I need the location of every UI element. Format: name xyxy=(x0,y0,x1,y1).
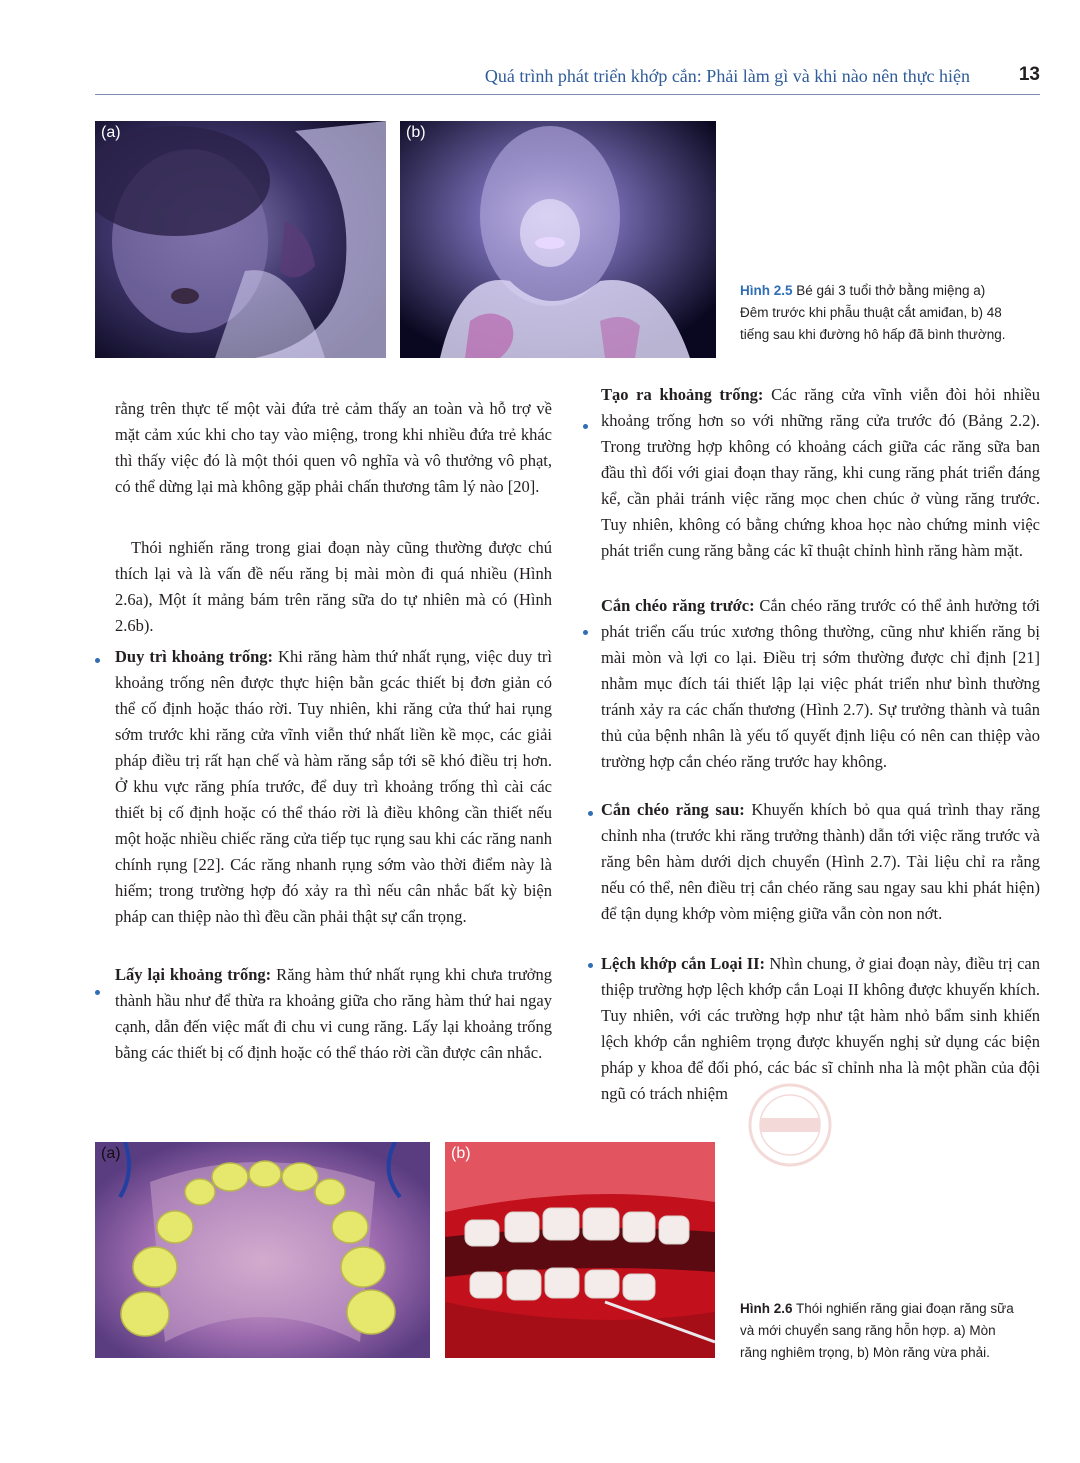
worn-front-teeth-image xyxy=(445,1142,715,1358)
panel-label-b: (b) xyxy=(451,1145,471,1162)
paragraph-thumb-sucking: rằng trên thực tế một vài đứa trẻ cảm thấy an toàn và hỗ trợ về mặt cảm xúc khi cho tay vào miệng, trong khi nhiều đứa trẻ khác thì thấy việc đó là một thói quen vô nghĩa và vô thưởng vô phạt, có thể dừng lại mà không gặp phải chấn thương tâm lý nào [20]. xyxy=(115,399,552,496)
worn-upper-teeth-image xyxy=(95,1142,430,1358)
figure-2-6-caption-text: Thói nghiến răng giai đoạn răng sữa và mới chuyển sang răng hỗn hợp. a) Mòn răng nghiêm trọng, b) Mòn răng vừa phải. xyxy=(740,1301,1014,1360)
bullet-heading: Tạo ra khoảng trống: xyxy=(601,385,764,404)
figure-2-6-caption xyxy=(740,1298,1020,1364)
watermark-stamp xyxy=(745,1080,835,1170)
bullet-anterior-crossbite xyxy=(601,593,1040,775)
bullet-posterior-crossbite xyxy=(601,797,1040,927)
sleeping-child-image xyxy=(95,121,386,358)
bullet-text: Khuyến khích bỏ qua quá trình thay răng chỉnh nha (trước khi răng trưởng thành) dẫn tới việc răng trước và răng bên hàm dưới dịch chuyển (Hình 2.7). Tài liệu chỉ ra rằng nếu có thể, nên điều trị cắn chéo răng sau ngay sau khi phát hiện) để tận dụng khớp vòm miệng giữa vẫn còn non nớt. xyxy=(601,800,1040,923)
figure-2-6a-photo xyxy=(95,1142,430,1358)
bullet-space-maintenance xyxy=(115,644,552,930)
bullet-dot xyxy=(588,811,593,816)
bullet-space-creation xyxy=(601,382,1040,564)
sleeping-child-after-image xyxy=(400,121,716,358)
running-header xyxy=(95,58,1040,95)
figure-2-5-caption xyxy=(740,280,1010,346)
bullet-dot xyxy=(95,658,100,663)
figure-2-6b-photo xyxy=(445,1142,715,1358)
bullet-dot xyxy=(588,963,593,968)
figure-2-5b-photo xyxy=(400,121,716,358)
figure-2-5-label: Hình 2.5 xyxy=(740,283,793,298)
header-title: Quá trình phát triển khớp cắn: Phải làm gì và khi nào nên thực hiện xyxy=(484,66,970,86)
bullet-heading: Lệch khớp cắn Loại II: xyxy=(601,954,766,973)
bullet-heading: Cắn chéo răng trước: xyxy=(601,596,755,615)
paragraph-bruxism xyxy=(115,535,552,639)
bullet-text: Nhìn chung, ở giai đoạn này, điều trị can thiệp trường hợp lệch khớp cắn Loại II không được khuyến khích. Tuy nhiên, với các trường hợp như tật hàm nhỏ bẩm sinh khiến lệch khớp cắn nghiêm trọng được khuyến nghị sử dụng các biện pháp y khoa để đối phó, các bác sĩ chỉnh nha là một phần của đội ngũ có trách nhiệm xyxy=(601,954,1041,1103)
bullet-space-regaining xyxy=(115,962,552,1066)
bullet-heading: Duy trì khoảng trống: xyxy=(115,647,274,666)
bullet-heading: Cắn chéo răng sau: xyxy=(601,800,745,819)
bullet-dot xyxy=(583,630,588,635)
page-number: 13 xyxy=(1018,64,1040,85)
paragraph-bruxism-text: Thói nghiến răng trong giai đoạn này cũng thường được chú thích lại và là vấn đề nếu răng bị mài mòn đi quá nhiều (Hình 2.6a), Một ít mảng bám trên răng sữa do tự nhiên mà có (Hình 2.6b). xyxy=(115,538,552,635)
figure-2-6-label: Hình 2.6 xyxy=(740,1301,793,1316)
bullet-text: Khi răng hàm thứ nhất rụng, việc duy trì khoảng trống nên được thực hiện bằn gcác thiết bị đơn giản có thể cố định hoặc tháo rời. Tuy nhiên, khi răng cửa thứ hai rụng sớm trước khi răng cửa vĩnh viễn thứ nhất liền kề mọc, các giải pháp điều trị rất hạn chế và hàm răng sắp tới sẽ khó điều trị hơn. Ở khu vực răng phía trước, để duy trì khoảng trống thì cài các thiết bị cố định hoặc có thể tháo rời là điều không cần thiết nếu một hoặc nhiều chiếc răng cửa tiếp tục rụng sau khi các răng nanh chính rụng [22]. Các răng nhanh rụng sớm vào thời điểm này là hiếm; trong trường hợp đó xảy ra thì nếu cân nhắc bất kỳ biện pháp can thiệp nào thì đều cần phải thật sự cẩn trọng. xyxy=(115,647,552,926)
figure-2-5-caption-text: Bé gái 3 tuổi thở bằng miệng a) Đêm trước khi phẫu thuật cắt amiđan, b) 48 tiếng sau khi đường hô hấp đã bình thường. xyxy=(740,283,1006,342)
bullet-text: Các răng cửa vĩnh viễn đòi hỏi nhiều khoảng trống hơn so với những răng cửa trước đó (Bảng 2.2). Trong trường hợp không có khoảng cách giữa các răng sữa ban đầu thì đối với giai đoạn thay răng, khi cung răng phát triển đáng kể, cần phải tránh việc răng mọc chen chúc ở vùng răng trước. Tuy nhiên, không có bằng chứng khoa học nào chứng minh việc phát triển cung răng bằng các kĩ thuật chỉnh hình răng hàm mặt. xyxy=(601,385,1040,560)
figure-2-5a-photo xyxy=(95,121,386,358)
bullet-text: Cắn chéo răng trước có thể ảnh hưởng tới phát triển cấu trúc xương thông thường, cũng như khiến răng bị mài mòn và lợi co lại. Điều trị sớm thường được chỉ định [21] nhằm mục đích tái thiết lập lại việc phát triển như bình thường tránh xảy ra các chấn thương (Hình 2.7). Sự trưởng thành và tuân thủ của bệnh nhân là yếu tố quyết định liệu có nên can thiệp vào trường hợp cắn chéo răng trước hay không. xyxy=(601,596,1041,771)
bullet-dot xyxy=(583,424,588,429)
panel-label-a: (a) xyxy=(101,1145,121,1162)
bullet-heading: Lấy lại khoảng trống: xyxy=(115,965,272,984)
panel-label-b: (b) xyxy=(406,124,426,141)
bullet-text: Răng hàm thứ nhất rụng khi chưa trưởng thành hầu như để thừa ra khoảng giữa cho răng hàm thứ hai ngay cạnh, dẫn đến việc mất đi chu vi cung răng. Lấy lại khoảng trống bằng các thiết bị cố định hoặc có thể tháo rời cần được cân nhắc. xyxy=(115,965,552,1062)
panel-label-a: (a) xyxy=(101,124,121,141)
bullet-dot xyxy=(95,990,100,995)
